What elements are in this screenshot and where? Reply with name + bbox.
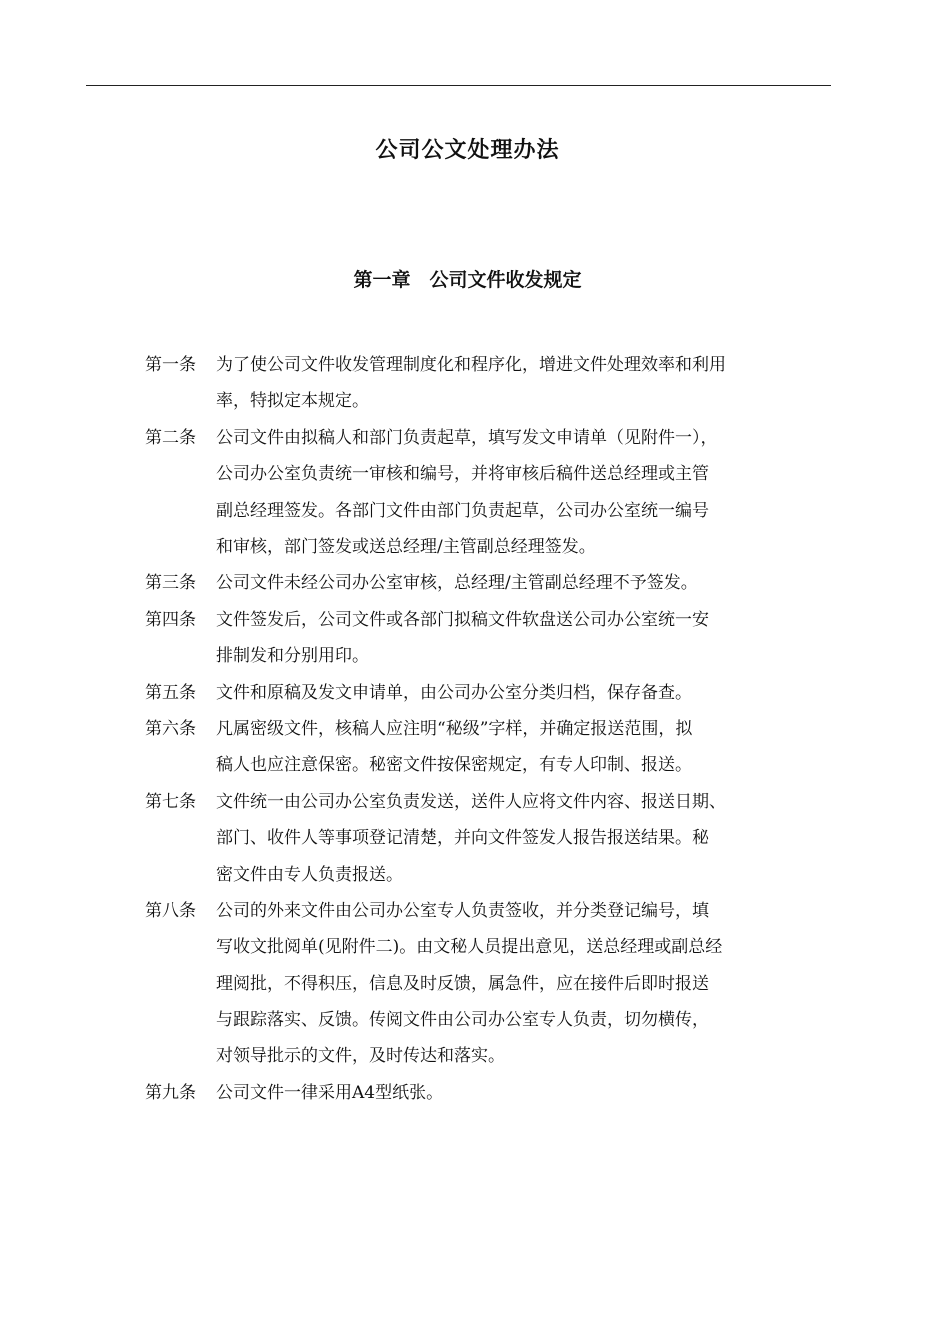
article-text (216, 602, 810, 675)
article-2 (145, 420, 810, 566)
article-number: 第四条 (145, 609, 196, 630)
article-text (216, 347, 810, 420)
article-1 (145, 347, 810, 420)
chapter-heading: 第一章 公司文件收发规定 (353, 269, 582, 291)
article-line: 凡属密级文件，核稿人应注明“秘级”字样，并确定报送范围，拟 (216, 718, 693, 739)
article-line: 率，特拟定本规定。 (216, 391, 369, 412)
article-text (216, 1075, 810, 1111)
article-line: 稿人也应注意保密。秘密文件按保密规定，有专人印制、报送。 (216, 755, 692, 776)
article-list (145, 347, 810, 1111)
article-line: 密文件由专人负责报送。 (216, 864, 403, 885)
article-number: 第一条 (145, 355, 196, 375)
article-number: 第五条 (145, 682, 196, 703)
article-text (216, 893, 810, 1075)
article-line: 部门、收件人等事项登记清楚，并向文件签发人报告报送结果。秘 (216, 828, 709, 849)
article-number: 第八条 (145, 900, 196, 921)
article-line: 公司文件未经公司办公室审核，总经理/主管副总经理不予签发。 (216, 573, 698, 594)
article-7 (145, 784, 810, 893)
article-number: 第三条 (145, 573, 196, 594)
article-line: 排制发和分别用印。 (216, 646, 369, 667)
article-number: 第六条 (145, 718, 196, 739)
document-title: 公司公文处理办法 (375, 138, 560, 163)
article-8 (145, 893, 810, 1075)
article-text (216, 675, 810, 711)
article-number: 第二条 (145, 427, 196, 448)
article-4 (145, 602, 810, 675)
article-text (216, 784, 810, 893)
article-line: 文件签发后，公司文件或各部门拟稿文件软盘送公司办公室统一安 (216, 609, 709, 630)
article-line: 公司文件一律采用A4型纸张。 (216, 1082, 444, 1103)
article-5 (145, 675, 810, 711)
article-line: 为了使公司文件收发管理制度化和程序化，增进文件处理效率和利用 (216, 355, 726, 375)
article-line: 公司的外来文件由公司办公室专人负责签收，并分类登记编号，填 (216, 900, 709, 921)
article-text (216, 711, 810, 784)
article-number: 第九条 (145, 1082, 196, 1103)
article-line: 公司办公室负责统一审核和编号，并将审核后稿件送总经理或主管 (216, 464, 709, 485)
article-line: 副总经理签发。各部门文件由部门负责起草，公司办公室统一编号 (216, 500, 709, 521)
article-line: 公司文件由拟稿人和部门负责起草，填写发文申请单（见附件一）， (216, 427, 718, 448)
header-rule (86, 85, 831, 86)
article-text (216, 420, 810, 566)
article-text (216, 565, 810, 601)
article-9 (145, 1075, 810, 1111)
article-line: 和审核，部门签发或送总经理/主管副总经理签发。 (216, 536, 596, 557)
article-line: 对领导批示的文件，及时传达和落实。 (216, 1046, 505, 1067)
article-line: 写收文批阅单(见附件二)。由文秘人员提出意见，送总经理或副总经 (216, 937, 723, 958)
article-line: 文件统一由公司办公室负责发送，送件人应将文件内容、报送日期、 (216, 791, 726, 812)
article-6 (145, 711, 810, 784)
article-3 (145, 565, 810, 601)
article-line: 与跟踪落实、反馈。传阅文件由公司办公室专人负责，切勿横传， (216, 1010, 709, 1031)
article-line: 理阅批，不得积压，信息及时反馈，属急件，应在接件后即时报送 (216, 973, 709, 994)
article-number: 第七条 (145, 791, 196, 812)
article-line: 文件和原稿及发文申请单，由公司办公室分类归档，保存备查。 (216, 682, 692, 703)
